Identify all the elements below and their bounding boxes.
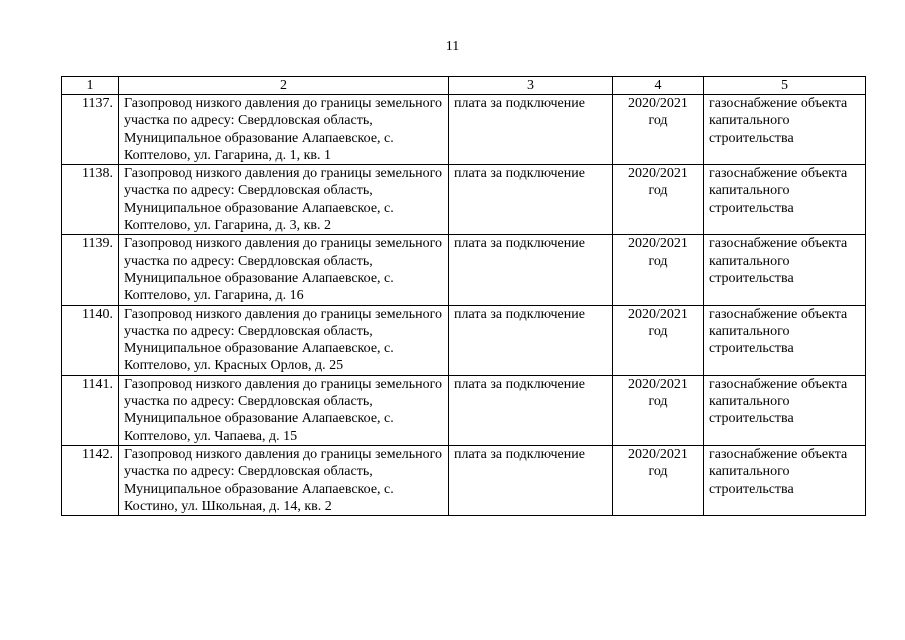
document-table xyxy=(61,76,866,516)
period: 2020/2021 год xyxy=(613,445,704,515)
purpose: газоснабжение объекта капитального строительства xyxy=(704,235,866,305)
period: 2020/2021 год xyxy=(613,375,704,445)
purpose: газоснабжение объекта капитального строительства xyxy=(704,375,866,445)
column-header: 5 xyxy=(704,77,866,95)
object-description: Газопровод низкого давления до границы земельного участка по адресу: Свердловская область, Муниципальное образование Алапаевское, с. Коптелово, ул. Гагарина, д. 3, кв. 2 xyxy=(119,165,449,235)
table-row xyxy=(62,165,866,235)
period: 2020/2021 год xyxy=(613,305,704,375)
period: 2020/2021 год xyxy=(613,235,704,305)
page-number: 11 xyxy=(445,39,460,54)
period: 2020/2021 год xyxy=(613,165,704,235)
payment-type: плата за подключение xyxy=(449,235,613,305)
object-description: Газопровод низкого давления до границы земельного участка по адресу: Свердловская область, Муниципальное образование Алапаевское, с. Коптелово, ул. Гагарина, д. 1, кв. 1 xyxy=(119,95,449,165)
object-description: Газопровод низкого давления до границы земельного участка по адресу: Свердловская область, Муниципальное образование Алапаевское, с. Коптелово, ул. Чапаева, д. 15 xyxy=(119,375,449,445)
purpose: газоснабжение объекта капитального строительства xyxy=(704,95,866,165)
payment-type: плата за подключение xyxy=(449,165,613,235)
table-header-row xyxy=(62,77,866,95)
row-number: 1141. xyxy=(62,375,119,445)
row-number: 1138. xyxy=(62,165,119,235)
row-number: 1137. xyxy=(62,95,119,165)
column-header: 1 xyxy=(62,77,119,95)
purpose: газоснабжение объекта капитального строительства xyxy=(704,305,866,375)
table-row xyxy=(62,305,866,375)
purpose: газоснабжение объекта капитального строительства xyxy=(704,445,866,515)
payment-type: плата за подключение xyxy=(449,305,613,375)
table-row xyxy=(62,375,866,445)
object-description: Газопровод низкого давления до границы земельного участка по адресу: Свердловская область, Муниципальное образование Алапаевское, с. Коптелово, ул. Гагарина, д. 16 xyxy=(119,235,449,305)
row-number: 1142. xyxy=(62,445,119,515)
row-number: 1140. xyxy=(62,305,119,375)
table-row xyxy=(62,235,866,305)
object-description: Газопровод низкого давления до границы земельного участка по адресу: Свердловская область, Муниципальное образование Алапаевское, с. Коптелово, ул. Красных Орлов, д. 25 xyxy=(119,305,449,375)
payment-type: плата за подключение xyxy=(449,445,613,515)
table-row xyxy=(62,95,866,165)
payment-type: плата за подключение xyxy=(449,375,613,445)
object-description: Газопровод низкого давления до границы земельного участка по адресу: Свердловская область, Муниципальное образование Алапаевское, с. Костино, ул. Школьная, д. 14, кв. 2 xyxy=(119,445,449,515)
purpose: газоснабжение объекта капитального строительства xyxy=(704,165,866,235)
row-number: 1139. xyxy=(62,235,119,305)
column-header: 4 xyxy=(613,77,704,95)
table-row xyxy=(62,445,866,515)
period: 2020/2021 год xyxy=(613,95,704,165)
column-header: 2 xyxy=(119,77,449,95)
payment-type: плата за подключение xyxy=(449,95,613,165)
column-header: 3 xyxy=(449,77,613,95)
